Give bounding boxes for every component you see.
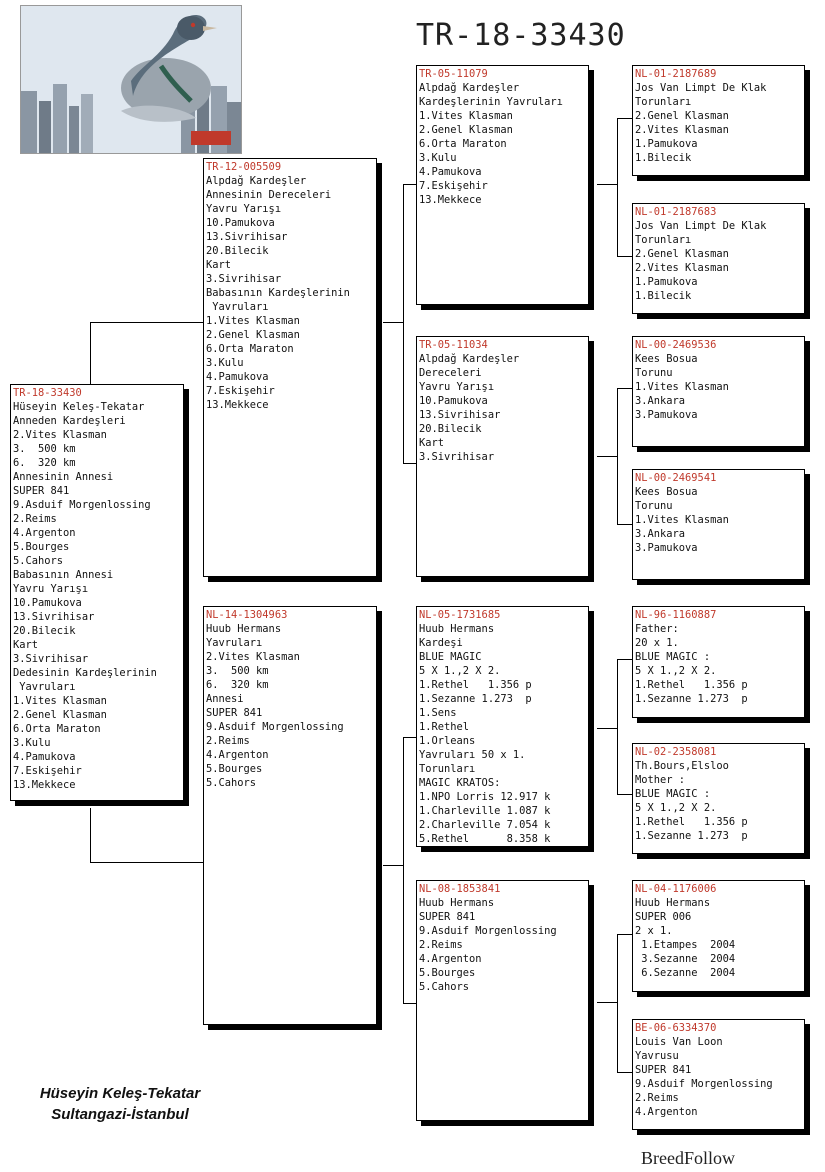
pedigree-card-ddd[interactable]: [632, 1019, 805, 1130]
ring-number: NL-08-1853841: [419, 883, 501, 895]
card-line: 3. 500 km: [206, 665, 269, 677]
pedigree-card-sdd[interactable]: [632, 469, 805, 580]
card-line: 2.Genel Klasman: [635, 248, 729, 260]
card-line: 2.Reims: [206, 735, 250, 747]
card-line: 13.Mekkece: [13, 779, 76, 791]
card-line: 1.Vites Klasman: [206, 315, 300, 327]
card-line: Kart: [206, 259, 232, 271]
owner-info: [0, 1083, 240, 1125]
connector-line: [617, 118, 618, 257]
card-line: Kardeşi: [419, 637, 463, 649]
card-line: 20 x 1.: [635, 637, 679, 649]
card-line: 3.Ankara: [635, 395, 686, 407]
ring-number: TR-05-11079: [419, 68, 488, 80]
card-line: 2.Reims: [13, 513, 57, 525]
card-line: 3. 500 km: [13, 443, 76, 455]
card-line: 1.Orleans: [419, 735, 476, 747]
card-line: Dereceleri: [419, 367, 482, 379]
connector-line: [617, 1072, 633, 1073]
pedigree-card-sire-dam[interactable]: [416, 336, 589, 577]
card-line: 2.Vites Klasman: [206, 651, 300, 663]
card-line: 1.Sezanne 1.273 p: [419, 693, 532, 705]
card-line: Kees Bosua: [635, 353, 698, 365]
card-line: 13.Sivrihisar: [13, 611, 95, 623]
card-line: 13.Sivrihisar: [419, 409, 501, 421]
card-line: Mother :: [635, 774, 686, 786]
card-line: 3.Sivrihisar: [419, 451, 495, 463]
card-line: 2 x 1.: [635, 925, 673, 937]
card-line: 5.Bourges: [206, 763, 263, 775]
card-line: 1.Vites Klasman: [635, 381, 729, 393]
card-line: 4.Argenton: [635, 1106, 698, 1118]
card-line: MAGIC KRATOS:: [419, 777, 501, 789]
card-line: 1.Pamukova: [635, 276, 698, 288]
connector-line: [597, 728, 617, 729]
connector-line: [617, 118, 633, 119]
card-line: Babasının Annesi: [13, 569, 114, 581]
card-line: SUPER 841: [419, 911, 476, 923]
ring-number: NL-00-2469536: [635, 339, 717, 351]
card-line: Yavruları 50 x 1.: [419, 749, 526, 761]
connector-line: [617, 256, 633, 257]
card-line: 6. 320 km: [13, 457, 76, 469]
card-line: 1.Vites Klasman: [635, 514, 729, 526]
card-line: 2.Genel Klasman: [13, 709, 107, 721]
card-line: 1.Pamukova: [635, 138, 698, 150]
card-line: 10.Pamukova: [13, 597, 82, 609]
page-title: TR-18-33430: [416, 18, 626, 53]
card-line: 5.Cahors: [206, 777, 257, 789]
connector-line: [617, 388, 618, 525]
connector-line: [403, 737, 417, 738]
card-line: 9.Asduif Morgenlossing: [635, 1078, 773, 1090]
card-line: Father:: [635, 623, 679, 635]
card-line: 5 X 1.,2 X 2.: [635, 802, 717, 814]
card-line: 6.Orta Maraton: [419, 138, 507, 150]
connector-line: [383, 865, 403, 866]
card-line: 3.Pamukova: [635, 409, 698, 421]
card-line: Torunları: [635, 234, 692, 246]
card-line: 2.Reims: [419, 939, 463, 951]
card-line: 2.Reims: [635, 1092, 679, 1104]
card-line: Huub Hermans: [419, 897, 495, 909]
connector-line: [90, 808, 91, 863]
connector-line: [403, 1003, 417, 1004]
card-line: 3.Sivrihisar: [13, 653, 89, 665]
card-line: Louis Van Loon: [635, 1036, 723, 1048]
card-line: 3.Sivrihisar: [206, 273, 282, 285]
card-line: Babasının Kardeşlerinin: [206, 287, 350, 299]
card-line: Dedesinin Kardeşlerinin: [13, 667, 157, 679]
connector-line: [90, 322, 204, 323]
card-line: BLUE MAGIC: [419, 651, 482, 663]
connector-line: [403, 463, 417, 464]
card-line: 1.Rethel 1.356 p: [635, 679, 748, 691]
pedigree-card-subject[interactable]: [10, 384, 184, 801]
connector-line: [597, 456, 617, 457]
card-line: Torunları: [419, 763, 476, 775]
pedigree-card-sire[interactable]: [203, 158, 377, 577]
card-line: 10.Pamukova: [419, 395, 488, 407]
card-line: 9.Asduif Morgenlossing: [206, 721, 344, 733]
card-line: 3.Kulu: [13, 737, 51, 749]
card-line: 3.Kulu: [206, 357, 244, 369]
card-line: 1.Rethel: [419, 721, 470, 733]
ring-number: TR-05-11034: [419, 339, 488, 351]
card-line: BLUE MAGIC :: [635, 651, 711, 663]
card-line: Kees Bosua: [635, 486, 698, 498]
card-line: 6. 320 km: [206, 679, 269, 691]
card-line: 2.Vites Klasman: [635, 124, 729, 136]
card-line: 13.Sivrihisar: [206, 231, 288, 243]
card-line: Kart: [419, 437, 445, 449]
card-line: 6.Orta Maraton: [206, 343, 294, 355]
card-line: Alpdağ Kardeşler: [206, 175, 307, 187]
connector-line: [617, 934, 633, 935]
connector-line: [617, 524, 633, 525]
card-line: 13.Mekkece: [206, 399, 269, 411]
ring-number: NL-01-2187683: [635, 206, 717, 218]
card-line: Yavruları: [206, 637, 263, 649]
card-line: 9.Asduif Morgenlossing: [13, 499, 151, 511]
connector-line: [617, 934, 618, 1073]
card-line: 1.Charleville 1.087 k: [419, 805, 551, 817]
card-line: 7.Eskişehir: [419, 180, 488, 192]
card-line: Jos Van Limpt De Klak: [635, 220, 767, 232]
card-line: 1.Etampes 2004: [635, 939, 736, 951]
card-line: Huub Hermans: [206, 623, 282, 635]
pedigree-card-sire-sire[interactable]: [416, 65, 589, 305]
pigeon-image: [21, 6, 241, 153]
card-line: Huub Hermans: [635, 897, 711, 909]
card-line: Kart: [13, 639, 39, 651]
card-line: Alpdağ Kardeşler: [419, 353, 520, 365]
card-line: 2.Genel Klasman: [419, 124, 513, 136]
connector-line: [597, 184, 617, 185]
card-line: 10.Pamukova: [206, 217, 275, 229]
owner-location: Sultangazi-İstanbul: [51, 1106, 189, 1123]
card-line: 4.Pamukova: [206, 371, 269, 383]
card-line: Jos Van Limpt De Klak: [635, 82, 767, 94]
card-line: SUPER 841: [635, 1064, 692, 1076]
ring-number: BE-06-6334370: [635, 1022, 717, 1034]
card-line: Anneden Kardeşleri: [13, 415, 126, 427]
card-line: Torunları: [635, 96, 692, 108]
pedigree-card-sss[interactable]: [632, 65, 805, 176]
pedigree-card-dam[interactable]: [203, 606, 377, 1025]
connector-line: [617, 794, 633, 795]
card-line: 5 X 1.,2 X 2.: [419, 665, 501, 677]
card-line: 6.Orta Maraton: [13, 723, 101, 735]
card-line: Yavruları: [13, 681, 76, 693]
card-line: 2.Genel Klasman: [635, 110, 729, 122]
ring-number: NL-04-1176006: [635, 883, 717, 895]
card-line: Annesinin Annesi: [13, 471, 114, 483]
card-line: 2.Vites Klasman: [13, 429, 107, 441]
pedigree-card-dsd[interactable]: [632, 743, 805, 854]
card-line: 20.Bilecik: [419, 423, 482, 435]
ring-number: TR-18-33430: [13, 387, 82, 399]
card-line: 5.Rethel 8.358 k: [419, 833, 551, 845]
card-line: 1.Sens: [419, 707, 457, 719]
card-line: 7.Eskişehir: [13, 765, 82, 777]
pedigree-card-dam-dam[interactable]: [416, 880, 589, 1121]
card-line: 3.Pamukova: [635, 542, 698, 554]
card-line: 13.Mekkece: [419, 194, 482, 206]
connector-line: [383, 322, 403, 323]
card-line: 1.NPO Lorris 12.917 k: [419, 791, 551, 803]
card-line: Alpdağ Kardeşler: [419, 82, 520, 94]
card-line: 3.Ankara: [635, 528, 686, 540]
ring-number: NL-14-1304963: [206, 609, 288, 621]
pedigree-card-dds[interactable]: [632, 880, 805, 992]
card-line: 4.Argenton: [13, 527, 76, 539]
connector-line: [597, 1002, 617, 1003]
card-line: SUPER 841: [206, 707, 263, 719]
card-line: Yavru Yarışı: [419, 381, 495, 393]
card-line: 5.Cahors: [419, 981, 470, 993]
card-line: 3.Sezanne 2004: [635, 953, 736, 965]
card-line: 1.Vites Klasman: [419, 110, 513, 122]
card-line: SUPER 006: [635, 911, 692, 923]
card-line: 5 X 1.,2 X 2.: [635, 665, 717, 677]
pedigree-card-dam-sire[interactable]: [416, 606, 589, 847]
card-line: Yavru Yarışı: [206, 203, 282, 215]
card-line: 5.Bourges: [419, 967, 476, 979]
card-line: BLUE MAGIC :: [635, 788, 711, 800]
card-line: 1.Sezanne 1.273 p: [635, 830, 748, 842]
card-line: 2.Genel Klasman: [206, 329, 300, 341]
card-line: 5.Bourges: [13, 541, 70, 553]
owner-name: Hüseyin Keleş-Tekatar: [39, 1085, 201, 1102]
ring-number: NL-00-2469541: [635, 472, 717, 484]
ring-number: NL-96-1160887: [635, 609, 717, 621]
card-line: 1.Bilecik: [635, 152, 692, 164]
connector-line: [617, 659, 633, 660]
connector-line: [403, 737, 404, 1004]
pigeon-photo: [20, 5, 242, 154]
card-line: 20.Bilecik: [206, 245, 269, 257]
connector-line: [90, 862, 204, 863]
card-line: SUPER 841: [13, 485, 70, 497]
card-line: 3.Kulu: [419, 152, 457, 164]
card-line: 4.Pamukova: [13, 751, 76, 763]
pedigree-card-dss[interactable]: [632, 606, 805, 718]
pedigree-card-sds[interactable]: [632, 336, 805, 447]
ring-number: NL-02-2358081: [635, 746, 717, 758]
card-line: Annesinin Dereceleri: [206, 189, 332, 201]
ring-number: NL-01-2187689: [635, 68, 717, 80]
card-line: Hüseyin Keleş-Tekatar: [13, 401, 145, 413]
card-line: 4.Pamukova: [419, 166, 482, 178]
card-line: 9.Asduif Morgenlossing: [419, 925, 557, 937]
connector-line: [617, 659, 618, 795]
brand-logo[interactable]: BreedFollow: [641, 1148, 735, 1168]
connector-line: [403, 184, 404, 464]
card-line: 2.Charleville 7.054 k: [419, 819, 551, 831]
card-line: Annesi: [206, 693, 244, 705]
connector-line: [617, 388, 633, 389]
ring-number: TR-12-005509: [206, 161, 282, 173]
card-line: Kardeşlerinin Yavruları: [419, 96, 563, 108]
card-line: Yavruları: [206, 301, 269, 313]
card-line: 6.Sezanne 2004: [635, 967, 736, 979]
card-line: Huub Hermans: [419, 623, 495, 635]
card-line: 4.Argenton: [206, 749, 269, 761]
pedigree-card-ssd[interactable]: [632, 203, 805, 314]
card-line: 4.Argenton: [419, 953, 482, 965]
card-line: 1.Sezanne 1.273 p: [635, 693, 748, 705]
card-line: Torunu: [635, 500, 673, 512]
card-line: 20.Bilecik: [13, 625, 76, 637]
card-line: 1.Rethel 1.356 p: [635, 816, 748, 828]
connector-line: [403, 184, 417, 185]
card-line: 7.Eskişehir: [206, 385, 275, 397]
card-line: 1.Rethel 1.356 p: [419, 679, 532, 691]
card-line: 1.Vites Klasman: [13, 695, 107, 707]
card-line: Th.Bours,Elsloo: [635, 760, 729, 772]
card-line: 2.Vites Klasman: [635, 262, 729, 274]
connector-line: [90, 322, 91, 384]
card-line: 5.Cahors: [13, 555, 64, 567]
card-line: Yavrusu: [635, 1050, 679, 1062]
ring-number: NL-05-1731685: [419, 609, 501, 621]
card-line: Yavru Yarışı: [13, 583, 89, 595]
card-line: Torunu: [635, 367, 673, 379]
card-line: 1.Bilecik: [635, 290, 692, 302]
